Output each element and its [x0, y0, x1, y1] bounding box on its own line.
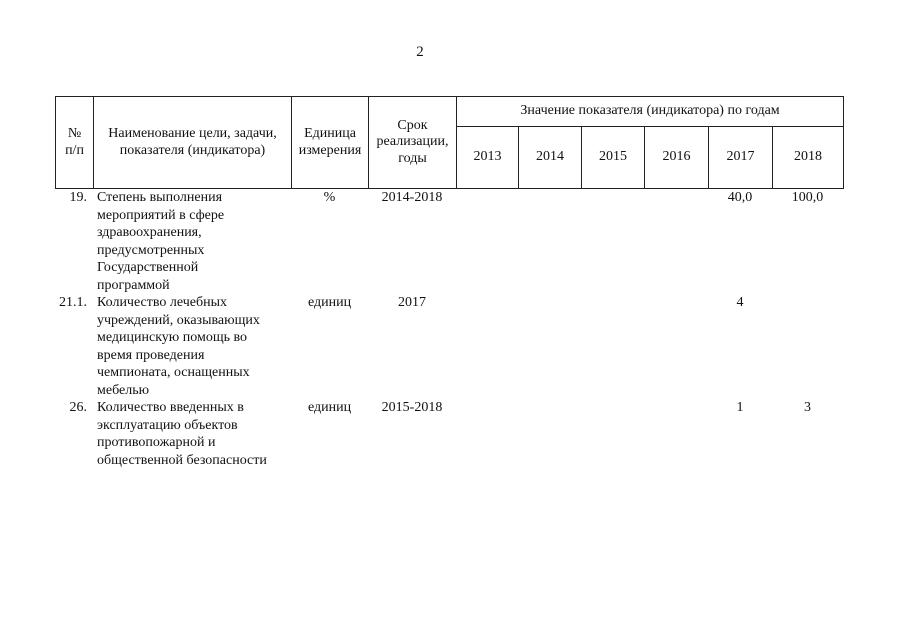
- row-num: 19.: [69, 190, 87, 205]
- row-num: 21.1.: [59, 295, 87, 310]
- row-name: Степень выполнения мероприятий в сфере здравоохранения, предусмотренных Государственной программой: [97, 190, 225, 293]
- row-name: Количество введенных в эксплуатацию объектов противопожарной и общественной безопасности: [97, 400, 267, 468]
- row-unit: единиц: [307, 295, 352, 310]
- header-year-2015: 2015: [582, 127, 645, 189]
- row-unit: единиц: [307, 400, 352, 415]
- row-value-2017: 1: [736, 400, 744, 415]
- page-number: 2: [416, 44, 424, 60]
- row-value-2017: 4: [736, 295, 744, 310]
- row-term: 2017: [398, 295, 426, 310]
- indicator-table-header: [55, 96, 844, 189]
- row-term: 2014-2018: [381, 190, 443, 205]
- header-values-group: Значение показателя (индикатора) по годам: [457, 97, 844, 127]
- row-value-2017: 40,0: [727, 190, 753, 205]
- header-year-2017: 2017: [709, 127, 773, 189]
- row-name: Количество лечебных учреждений, оказывающих медицинскую помощь во время проведения чемпионата, оснащенных мебелью: [97, 295, 260, 398]
- header-year-2013: 2013: [457, 127, 519, 189]
- header-name: Наименование цели, задачи, показателя (индикатора): [94, 97, 292, 189]
- header-term: Срок реализации, годы: [369, 97, 457, 189]
- row-value-2018: 3: [804, 400, 811, 415]
- row-value-2018: 100,0: [791, 190, 824, 205]
- header-year-2018: 2018: [773, 127, 844, 189]
- row-unit: %: [323, 190, 336, 205]
- header-unit: Единица измерения: [292, 97, 369, 189]
- header-year-2014: 2014: [519, 127, 582, 189]
- header-year-2016: 2016: [645, 127, 709, 189]
- row-term: 2015-2018: [381, 400, 443, 415]
- row-num: 26.: [69, 400, 87, 415]
- header-num: № п/п: [56, 97, 94, 189]
